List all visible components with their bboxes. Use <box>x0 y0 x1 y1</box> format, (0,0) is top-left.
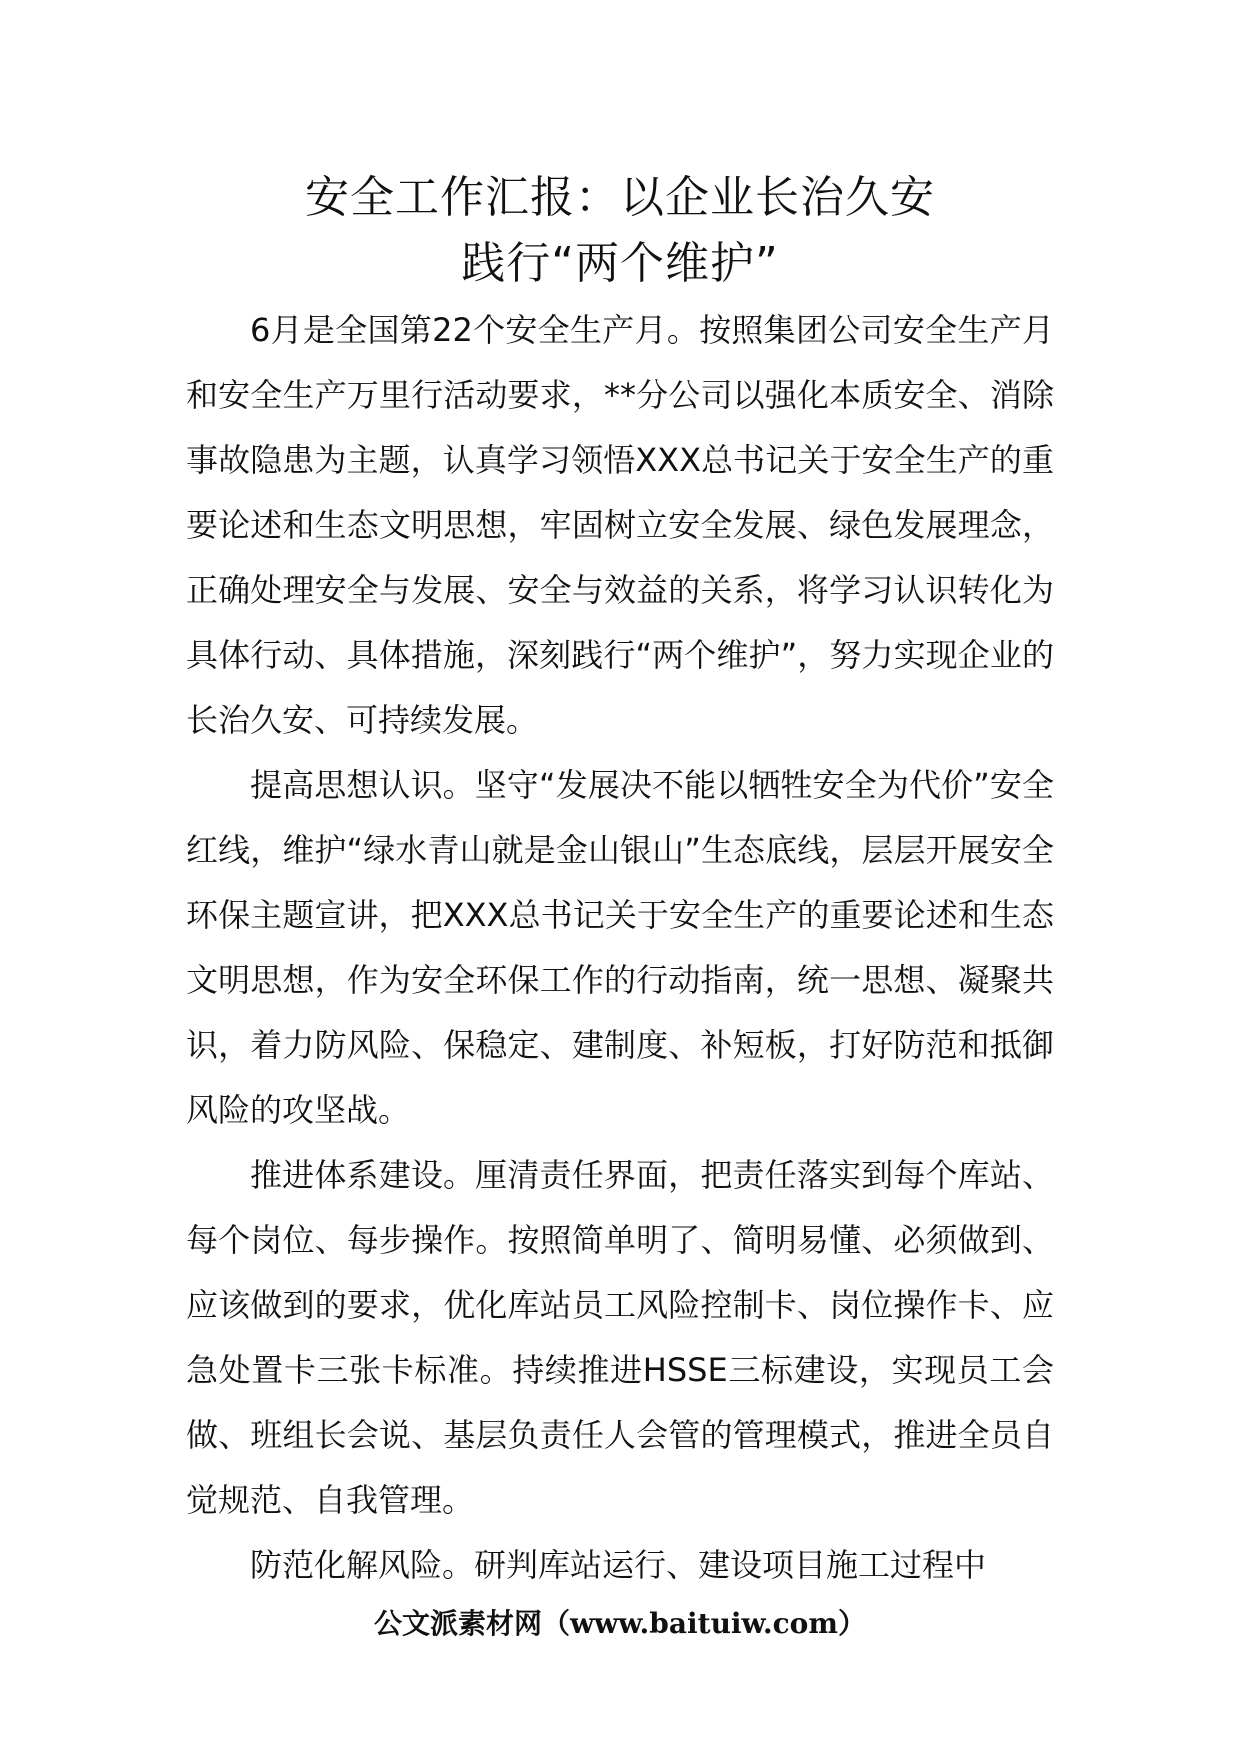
paragraph-intro: 6月是全国第22个安全生产月。按照集团公司安全生产月和安全生产万里行活动要求，**分公司以强化本质安全、消除事故隐患为主题，认真学习领悟XXX总书记关于安全生产的重要论述和生态文明思想，牢固树立安全发展、绿色发展理念，正确处理安全与发展、安全与效益的关系，将学习认识转化为具体行动、具体措施，深刻践行“两个维护”，努力实现企业的长治久安、可持续发展。 <box>186 311 1054 739</box>
document-body <box>186 298 1054 1598</box>
document-title-line-2: 践行“两个维护” <box>461 238 779 289</box>
paragraph-risk: 防范化解风险。研判库站运行、建设项目施工过程中 <box>250 1546 987 1584</box>
paragraph-system: 推进体系建设。厘清责任界面，把责任落实到每个库站、每个岗位、每步操作。按照简单明了、简明易懂、必须做到、应该做到的要求，优化库站员工风险控制卡、岗位操作卡、应急处置卡三张卡标准。持续推进HSSE三标建设，实现员工会做、班组长会说、基层负责任人会管的管理模式，推进全员自觉规范、自我管理。 <box>186 1156 1054 1519</box>
paragraph-thinking: 提高思想认识。坚守“发展决不能以牺牲安全为代价”安全红线，维护“绿水青山就是金山银山”生态底线，层层开展安全环保主题宣讲，把XXX总书记关于安全生产的重要论述和生态文明思想，作为安全环保工作的行动指南，统一思想、凝聚共识，着力防风险、保稳定、建制度、补短板，打好防范和抵御风险的攻坚战。 <box>186 766 1054 1129</box>
document-title-line-1: 安全工作汇报：以企业长治久安 <box>305 172 935 223</box>
footer-watermark: 公文派素材网（www.baituiw.com） <box>374 1607 866 1640</box>
